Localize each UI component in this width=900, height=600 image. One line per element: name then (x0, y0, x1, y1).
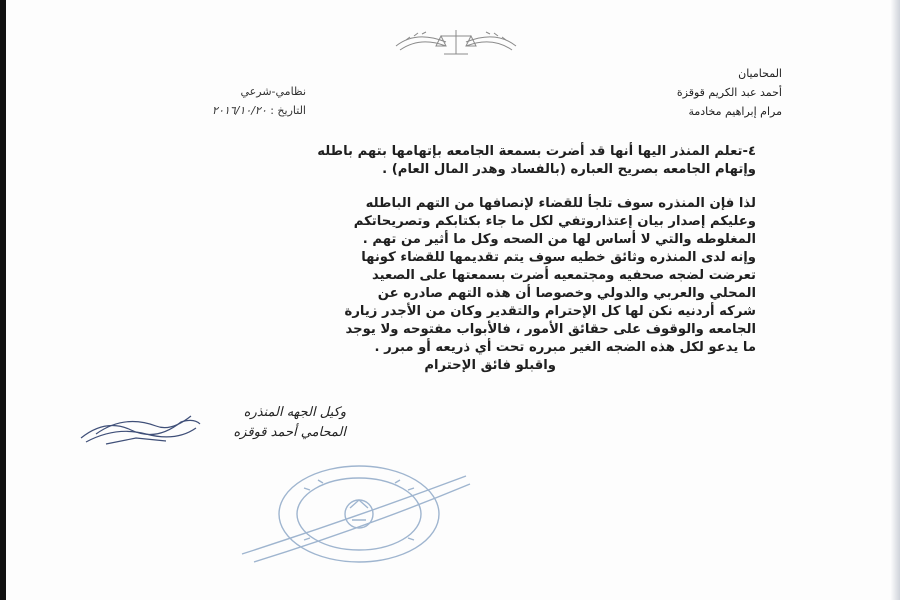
date-row (116, 101, 306, 120)
body-line: ما يدعو لكل هذه الضجه الغير مبرره تحت أي ذريعه أو مبرر . (374, 340, 756, 355)
body-line: لذا فإن المنذره سوف تلجأ للقضاء لإنصافها من التهم الباطله (365, 196, 756, 211)
letter-page (6, 0, 890, 600)
seal-stamp-icon (234, 458, 474, 578)
date-label: التاريخ : (270, 104, 306, 117)
body-line: الجامعه والوقوف على حقائق الأمور ، فالأبواب مفتوحه ولا يوجد (345, 322, 756, 337)
signature-block (186, 403, 346, 443)
practice-type: نظامي-شرعي (240, 85, 306, 98)
body-line: وإتهام الجامعه بصريح العباره (بالفساد وهدر المال العام) . (382, 162, 756, 177)
paragraph-2 (156, 195, 756, 375)
body-line: ٤-تعلم المنذر اليها أنها قد أضرت بسمعة الجامعه بإتهامها بتهم باطله (317, 144, 756, 159)
scales-crest-icon (386, 26, 526, 60)
date-value: ٢٠١٦/١٠/٢٠ (212, 104, 267, 117)
lawyer-name-2: مرام إبراهيم مخادمة (688, 105, 782, 118)
body-line: تعرضت لضجه صحفيه ومجتمعيه أضرت بسمعتها على الصعيد (372, 268, 756, 283)
paragraph-1 (156, 143, 756, 179)
letter-body (156, 143, 756, 375)
lawyers-title: المحاميان (738, 67, 782, 80)
body-line: المغلوطه والتي لا أساس لها من الصحه وكل ما أثير من تهم . (362, 232, 756, 247)
handwritten-signature-icon (76, 408, 206, 448)
signature-name: المحامي أحمد قوقزه (233, 425, 346, 440)
closing-line: واقبلو فائق الإحترام (424, 358, 556, 373)
meta-block (116, 82, 306, 120)
body-line: وإنه لدى المنذره وثائق خطيه سوف يتم تقديمها للقضاء كونها (361, 250, 756, 265)
signature-role: وكيل الجهه المنذره (243, 405, 346, 420)
lawyers-block (522, 64, 782, 121)
body-line: وعليكم إصدار بيان إعتذاروتفي لكل ما جاء بكتابكم وتصريحاتكم (353, 214, 756, 229)
body-line: شركه أردنيه نكن لها كل الإحترام والتقدير وكان من الأجدر زيارة (344, 304, 756, 319)
lawyer-name-1: أحمد عبد الكريم قوقزة (676, 86, 782, 99)
scan-right-edge (890, 0, 900, 600)
body-line: المحلي والعربي والدولي وخصوصا أن هذه التهم صادره عن (377, 286, 756, 301)
